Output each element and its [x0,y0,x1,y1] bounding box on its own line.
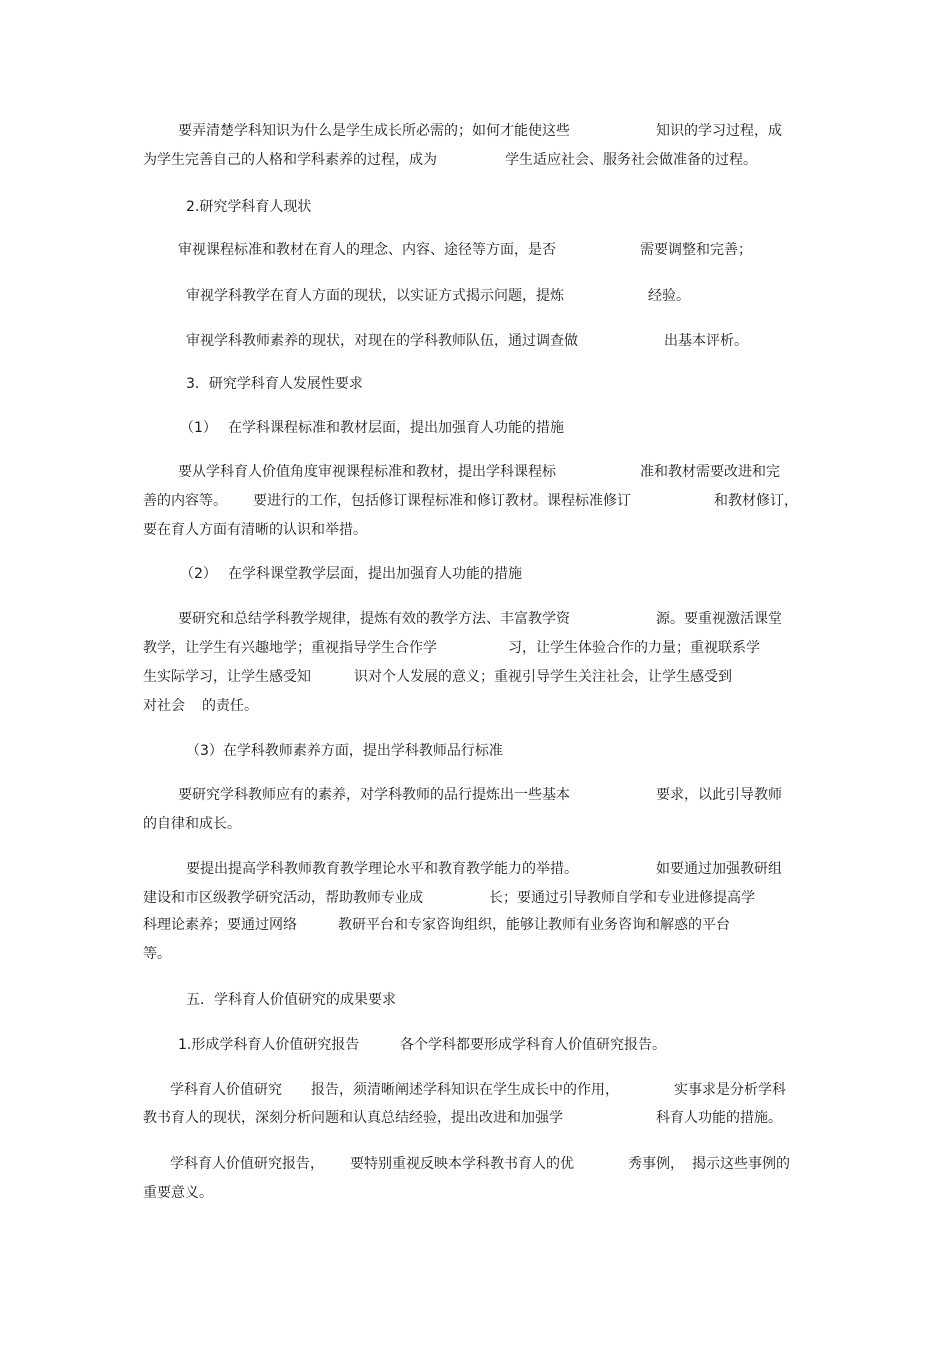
text-line: 学生适应社会、服务社会做准备的过程。 [505,152,757,168]
text-line: 审视学科教师素养的现状，对现在的学科教师队伍，通过调查做 [186,333,578,349]
section-heading: 1.形成学科育人价值研究报告 [178,1037,360,1053]
subsection-number: （1） [180,420,217,436]
subsection-heading: （3）在学科教师素养方面，提出学科教师品行标准 [186,743,503,759]
text-line: 科理论素养；要通过网络 [143,917,297,933]
subsection-heading: 在学科课堂教学层面，提出加强育人功能的措施 [228,566,522,582]
text-line: 准和教材需要改进和完 [640,464,780,480]
text-line: 长；要通过引导教师自学和专业进修提高学 [489,890,755,906]
text-line: 经验。 [648,288,690,304]
text-line: 重要意义。 [143,1185,213,1201]
text-line: 要研究学科教师应有的素养，对学科教师的品行提炼出一些基本 [178,787,570,803]
text-line: 要进行的工作，包括修订课程标准和修订教材。课程标准修订 [253,493,631,509]
text-line: 审视课程标准和教材在育人的理念、内容、途径等方面，是否 [178,242,556,258]
text-line: 和教材修订， [714,493,798,509]
text-line: 学科育人价值研究 [170,1082,282,1098]
text-line: 教书育人的现状，深刻分析问题和认真总结经验，提出改进和加强学 [143,1110,563,1126]
text-line: 要提出提高学科教师教育教学理论水平和教育教学能力的举措。 [186,861,578,877]
text-line: 要求，以此引导教师 [656,787,782,803]
text-line: 要弄清楚学科知识为什么是学生成长所必需的；如何才能使这些 [178,123,570,139]
text-line: 科育人功能的措施。 [656,1110,782,1126]
text-line: 要在育人方面有清晰的认识和举措。 [143,522,367,538]
text-line: 善的内容等。 [143,493,227,509]
text-line: 教研平台和专家咨询组织，能够让教师有业务咨询和解惑的平台 [338,917,730,933]
text-line: 的自律和成长。 [143,816,241,832]
text-line: 等。 [143,946,171,962]
text-line: 知识的学习过程，成 [656,123,782,139]
text-line: 源。要重视激活课堂 [656,611,782,627]
text-line: 各个学科都要形成学科育人价值研究报告。 [400,1037,666,1053]
subsection-heading: 在学科课程标准和教材层面，提出加强育人功能的措施 [228,420,564,436]
text-line: 建设和市区级教学研究活动，帮助教师专业成 [143,890,423,906]
text-line: 教学，让学生有兴趣地学；重视指导学生合作学 [143,640,437,656]
section-heading: 五．学科育人价值研究的成果要求 [186,992,396,1008]
text-line: 对社会 [143,698,185,714]
text-line: 报告，须清晰阐述学科知识在学生成长中的作用， [311,1082,619,1098]
subsection-number: （2） [180,566,217,582]
text-line: 习，让学生体验合作的力量；重视联系学 [508,640,760,656]
text-line: 生实际学习，让学生感受知 [143,669,311,685]
text-line: 揭示这些事例的 [692,1156,790,1172]
text-line: 学科育人价值研究报告， [170,1156,324,1172]
text-line: 为学生完善自己的人格和学科素养的过程，成为 [143,152,437,168]
text-line: 如要通过加强教研组 [656,861,782,877]
text-line: 审视学科教学在育人方面的现状，以实证方式揭示问题，提炼 [186,288,564,304]
section-heading: 3．研究学科育人发展性要求 [186,376,363,392]
text-line: 秀事例， [628,1156,684,1172]
text-line: 要从学科育人价值角度审视课程标准和教材，提出学科课程标 [178,464,556,480]
text-line: 需要调整和完善； [640,242,752,258]
text-line: 要研究和总结学科教学规律，提炼有效的教学方法、丰富教学资 [178,611,570,627]
section-heading: 2.研究学科育人现状 [186,199,312,215]
text-line: 实事求是分析学科 [674,1082,786,1098]
text-line: 识对个人发展的意义；重视引导学生关注社会，让学生感受到 [354,669,732,685]
text-line: 的责任。 [202,698,258,714]
text-line: 出基本评析。 [664,333,748,349]
text-line: 要特别重视反映本学科教书育人的优 [350,1156,574,1172]
